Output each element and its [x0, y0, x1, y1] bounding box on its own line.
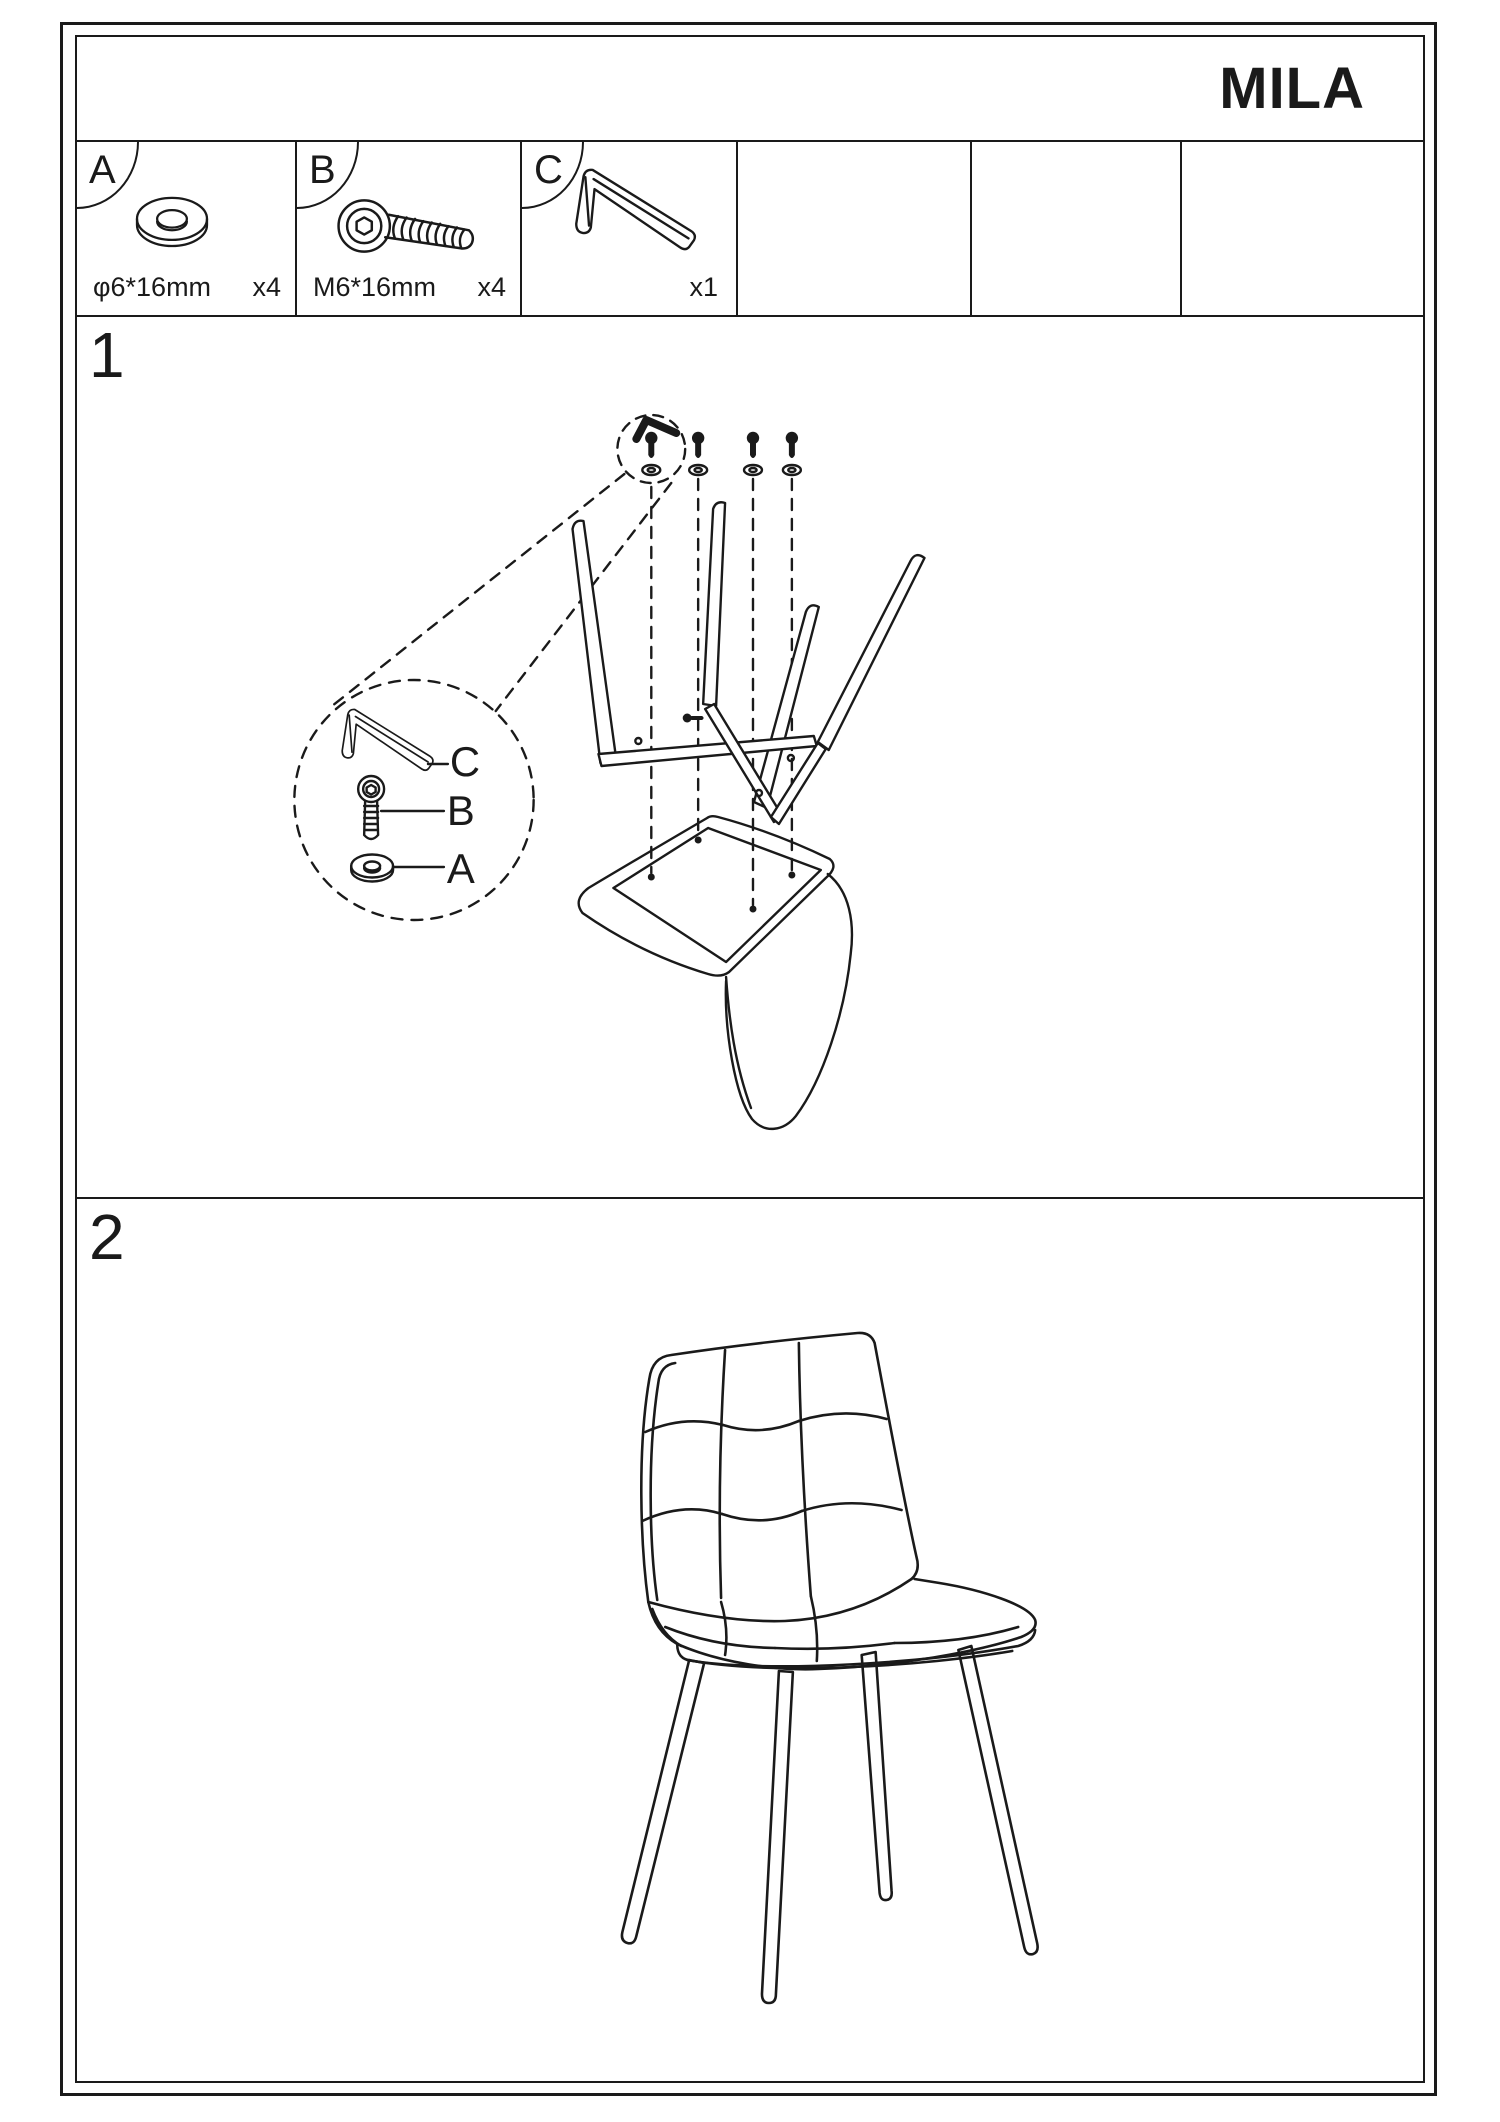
part-size: φ6*16mm: [93, 272, 212, 302]
part-qty: x1: [689, 272, 718, 302]
part-cell-a: [77, 142, 297, 315]
detail-callout: [294, 680, 533, 920]
seat-shell: [579, 816, 852, 1129]
part-size: M6*16mm: [313, 272, 437, 302]
inner-frame: [75, 35, 1425, 2083]
step-1-section: [77, 317, 1423, 1199]
callout-label-c: C: [449, 737, 481, 786]
screw-icon: [330, 186, 482, 266]
exploded-screws: [642, 432, 801, 475]
part-qty: x4: [252, 272, 281, 302]
part-caption: [313, 272, 506, 303]
part-caption: [538, 272, 718, 303]
parts-row: [77, 142, 1423, 317]
screw-icon: [358, 776, 384, 839]
alignment-dots: [648, 837, 796, 913]
allen-key-icon: [342, 709, 433, 770]
part-cell-empty: [1182, 142, 1423, 315]
outer-border: [60, 22, 1437, 2096]
part-cell-b: [297, 142, 522, 315]
step-1-number: 1: [89, 319, 125, 391]
washer-icon: [122, 190, 222, 260]
assembled-chair: [622, 1333, 1038, 2003]
title-block: [77, 37, 1423, 142]
step1-diagram: [77, 317, 1423, 1197]
part-letter-a: A: [89, 148, 116, 192]
step-2-section: [77, 1199, 1423, 2085]
part-letter-c: C: [534, 148, 563, 192]
callout-label-a: A: [446, 844, 475, 893]
step2-diagram: [77, 1199, 1423, 2085]
part-cell-empty: [738, 142, 972, 315]
part-caption: [93, 272, 281, 303]
callout-label-b: B: [446, 786, 475, 835]
step-2-number: 2: [89, 1201, 125, 1273]
part-letter-b: B: [309, 148, 336, 192]
washer-icon: [351, 855, 393, 882]
product-title: MILA: [1219, 56, 1365, 121]
leg-frame: [573, 502, 925, 824]
part-cell-empty: [972, 142, 1182, 315]
allen-key-icon: [558, 156, 704, 266]
part-cell-c: [522, 142, 738, 315]
part-qty: x4: [477, 272, 506, 302]
